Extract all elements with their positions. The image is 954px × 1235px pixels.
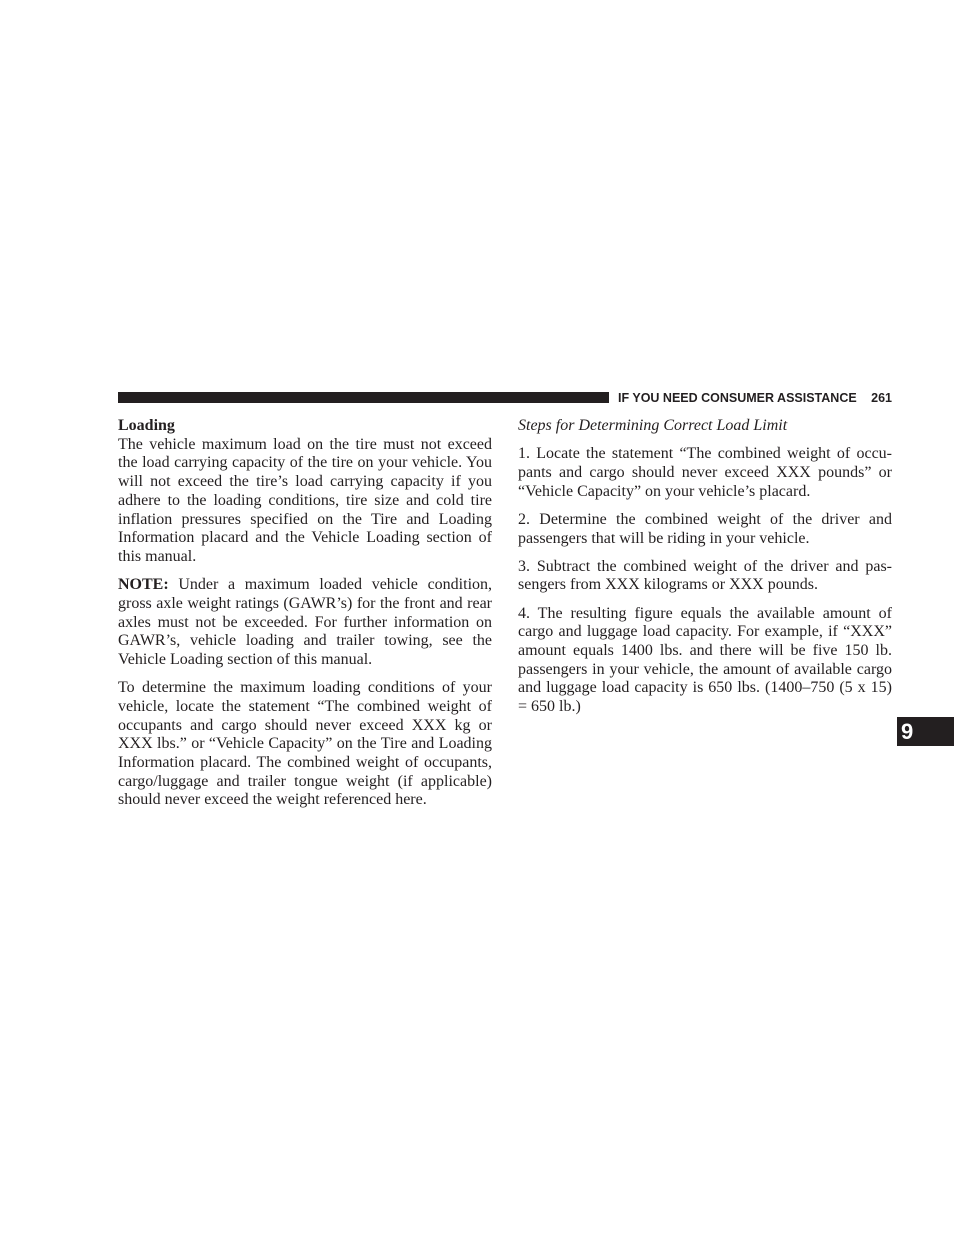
step-item: 1. Locate the statement “The combined weight of occupants and cargo should never exceed XXX pounds” or “Vehicle Capacity” on your vehicle’s placard. (518, 445, 892, 500)
section-title: IF YOU NEED CONSUMER ASSISTANCE (618, 391, 857, 405)
loading-heading: Loading (118, 417, 175, 434)
right-column (518, 417, 892, 726)
step-item: 2. Determine the combined weight of the driver and passengers that will be riding in your vehicle. (518, 510, 892, 547)
steps-heading: Steps for Determining Correct Load Limit (518, 417, 788, 434)
chapter-tab: 9 (897, 717, 954, 746)
step-item: 3. Subtract the combined weight of the driver and passengers from XXX kilograms or XXX pounds. (518, 557, 892, 594)
note-paragraph (118, 576, 492, 670)
max-loading-paragraph: To determine the maximum loading conditions of your vehicle, locate the statement “The combined weight of occupants and cargo should never exceed XXX kg or XXX lbs.” or “Vehicle Capacity” on the Tire and Loading Information placard. The combined weight of occupants, cargo/luggage and trailer tongue weight (if applicable) should never exceed the weight referenced here. (118, 679, 492, 809)
header-rule (118, 392, 609, 403)
loading-paragraph: The vehicle maximum load on the tire must not exceed the load carrying capacity of the tire on your vehicle. You will not exceed the tire’s load carrying capacity if you adhere to the loading conditions, tire size and cold tire inflation pressures specified on the Tire and Loading Information placard and the Vehicle Loading section of this manual. (118, 435, 492, 565)
note-label: NOTE: (118, 576, 169, 594)
step-item: 4. The resulting figure equals the available amount of cargo and luggage load capacity. For example, if “XXX” amount equals 1400 lbs. and there will be five 150 lb. passengers in your vehicle, the amount of available cargo and luggage load capacity is 650 lbs. (1400–750 (5 x 15) = 650 lb.) (518, 604, 892, 716)
note-text: Under a maximum loaded vehicle condition, gross axle weight ratings (GAWR’s) for the front and rear axles must not be exceeded. For further information on GAWR’s, vehicle loading and trailer towing, see the Vehicle Loading section of this manual. (118, 576, 493, 668)
running-head (618, 390, 892, 406)
left-column (118, 417, 492, 820)
page-number: 261 (871, 391, 892, 405)
